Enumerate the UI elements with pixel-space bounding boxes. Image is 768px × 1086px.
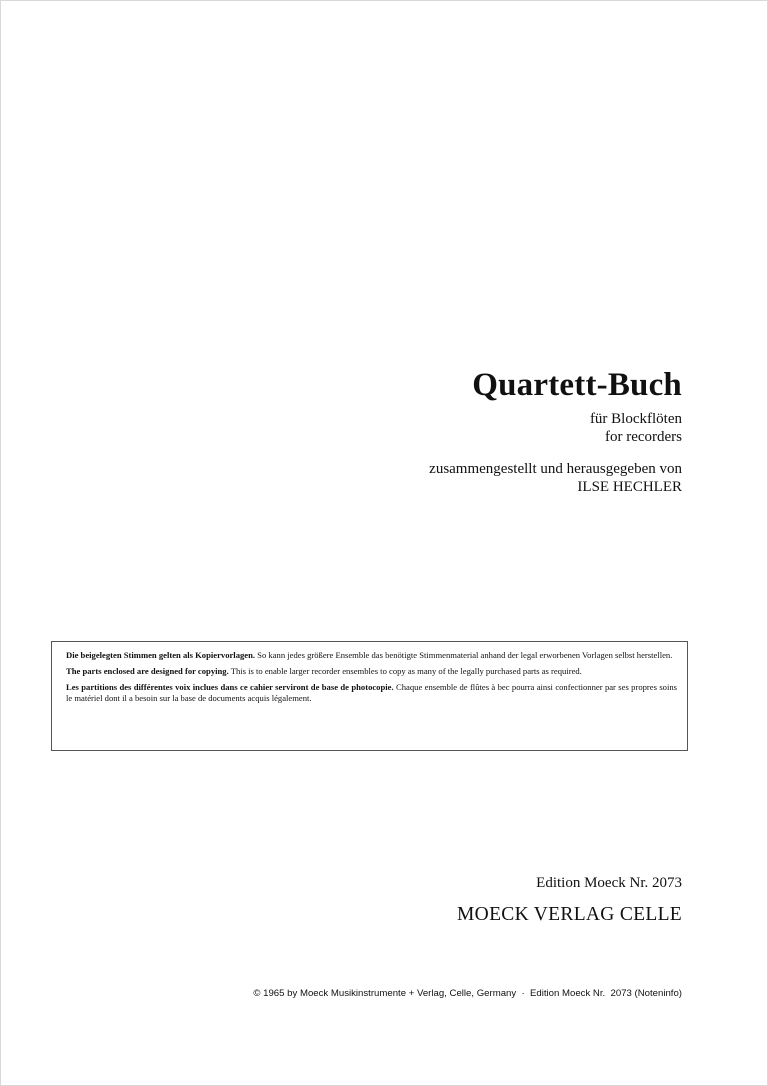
subtitle-german: für Blockflöten (589, 411, 682, 427)
notice-german (66, 650, 677, 661)
notice-german-bold: Die beigelegten Stimmen gelten als Kopiervorlagen. (66, 650, 256, 660)
editor-name: ILSE HECHLER (577, 479, 682, 495)
editor-credit: zusammengestellt und herausgegeben von (429, 461, 682, 477)
subtitle-english: for recorders (604, 429, 682, 445)
notice-english (66, 666, 677, 677)
page-title: Quartett-Buch (472, 367, 682, 403)
notice-french-bold: Les partitions des différentes voix inclues dans ce cahier serviront de base de photocopie. (66, 682, 394, 692)
notice-english-bold: The parts enclosed are designed for copying. (66, 666, 229, 676)
notice-german-text: So kann jedes größere Ensemble das benötigte Stimmenmaterial anhand der legal erworbenen Vorlagen selbst herstellen. (255, 650, 673, 660)
copyright-line: © 1965 by Moeck Musikinstrumente + Verlag, Celle, Germany · Edition Moeck Nr. 2073 (Noteninfo) (253, 988, 682, 999)
notice-french (66, 682, 677, 704)
title-block (182, 366, 682, 496)
edition-number: Edition Moeck Nr. 2073 (536, 875, 682, 891)
notice-french-text: Chaque ensemble de flûtes à bec pourra ainsi confectionner par ses propres soins le matériel dont il a besoin sur la base de documents acquis légalement. (66, 682, 677, 703)
publisher-name: MOECK VERLAG CELLE (457, 904, 682, 925)
notice-english-text: This is to enable larger recorder ensembles to copy as many of the legally purchased parts as required. (228, 666, 582, 676)
copying-notice-box (51, 641, 688, 751)
